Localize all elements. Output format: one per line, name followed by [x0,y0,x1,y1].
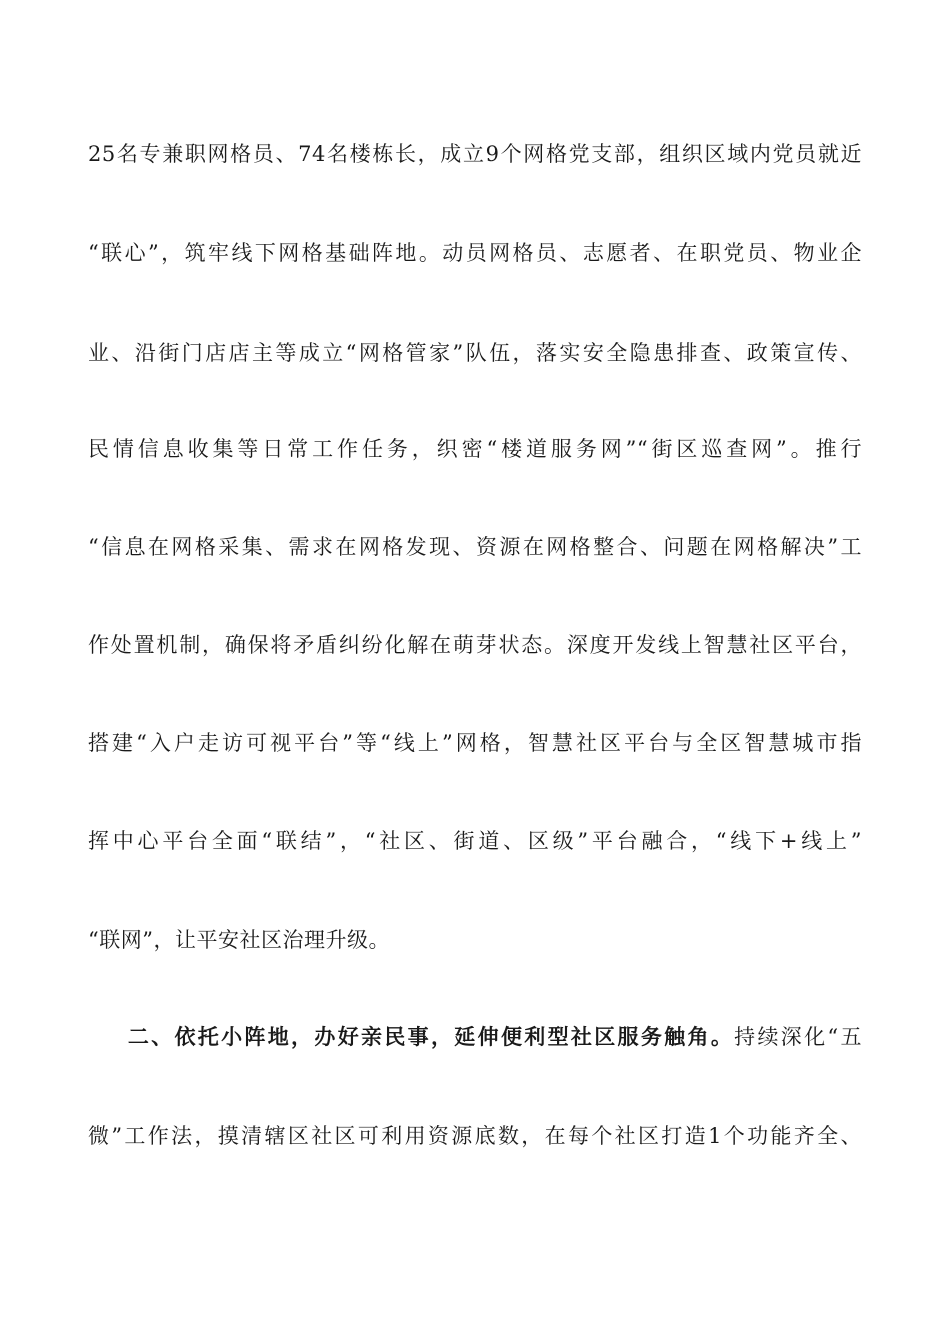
section-2-heading-tail: 持续深化“五 [734,1025,862,1049]
paragraph-line-2: “联心”，筑牢线下网格基础阵地。动员网格员、志愿者、在职党员、物业企 [88,241,862,265]
paragraph-line-7: 搭建“入户走访可视平台”等“线上”网格，智慧社区平台与全区智慧城市指 [88,731,862,755]
section-2-heading: 二、依托小阵地，办好亲民事，延伸便利型社区服务触角。 [126,1025,735,1049]
section-2-first-line [88,1022,862,1052]
section-2-line-2: 微”工作法，摸清辖区社区可利用资源底数，在每个社区打造1个功能齐全、 [88,1124,862,1148]
paragraph-line-9: “联网”，让平安社区治理升级。 [88,928,390,952]
paragraph-line-1: 25名专兼职网格员、74名楼栋长，成立9个网格党支部，组织区域内党员就近 [88,142,862,166]
paragraph-line-4: 民情信息收集等日常工作任务，织密“楼道服务网”“街区巡查网”。推行 [88,437,862,461]
paragraph-line-6: 作处置机制，确保将矛盾纠纷化解在萌芽状态。深度开发线上智慧社区平台， [88,633,862,657]
paragraph-line-3: 业、沿街门店店主等成立“网格管家”队伍，落实安全隐患排查、政策宣传、 [88,341,862,365]
paragraph-line-8: 挥中心平台全面“联结”，“社区、街道、区级”平台融合，“线下+线上” [88,829,862,853]
paragraph-line-5: “信息在网格采集、需求在网格发现、资源在网格整合、问题在网格解决”工 [88,535,862,559]
